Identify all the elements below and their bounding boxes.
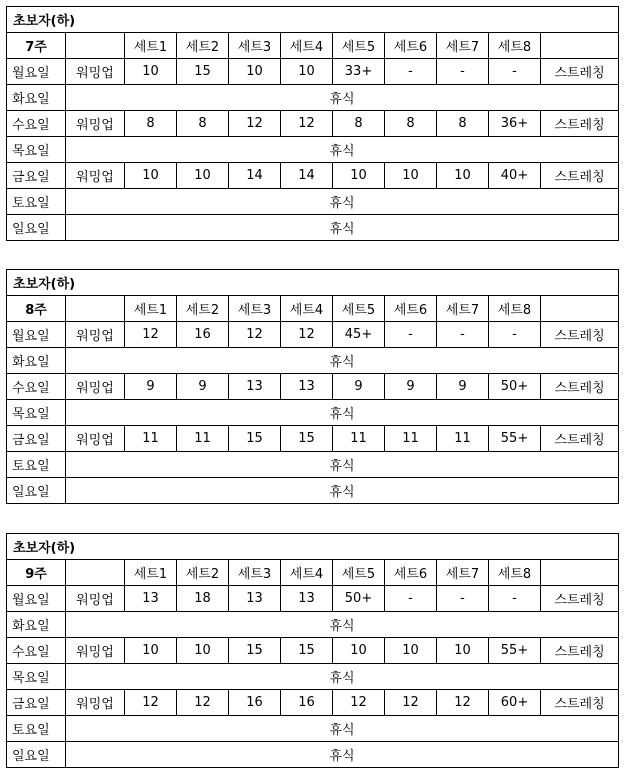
set-value: 14 bbox=[281, 163, 333, 189]
set-header: 세트5 bbox=[333, 296, 385, 322]
day-row bbox=[7, 716, 619, 742]
blank-cell bbox=[541, 33, 619, 59]
set-value: 10 bbox=[385, 638, 437, 664]
day-row bbox=[7, 163, 619, 189]
set-value: - bbox=[437, 59, 489, 85]
blank-cell bbox=[541, 560, 619, 586]
day-row bbox=[7, 664, 619, 690]
set-value: 10 bbox=[125, 638, 177, 664]
table-title: 초보자(하) bbox=[7, 7, 619, 33]
warmup-cell: 워밍업 bbox=[66, 586, 125, 612]
set-header: 세트8 bbox=[489, 560, 541, 586]
set-value: 36+ bbox=[489, 111, 541, 137]
day-row bbox=[7, 322, 619, 348]
set-value: 8 bbox=[177, 111, 229, 137]
warmup-cell: 워밍업 bbox=[66, 59, 125, 85]
warmup-cell: 워밍업 bbox=[66, 163, 125, 189]
day-label: 수요일 bbox=[7, 638, 66, 664]
set-header: 세트1 bbox=[125, 560, 177, 586]
day-row bbox=[7, 85, 619, 111]
day-label: 화요일 bbox=[7, 85, 66, 111]
set-header: 세트4 bbox=[281, 33, 333, 59]
set-header: 세트5 bbox=[333, 560, 385, 586]
set-header: 세트6 bbox=[385, 33, 437, 59]
set-header: 세트7 bbox=[437, 560, 489, 586]
warmup-cell: 워밍업 bbox=[66, 426, 125, 452]
stretch-cell: 스트레칭 bbox=[541, 111, 619, 137]
set-value: 9 bbox=[177, 374, 229, 400]
table-title: 초보자(하) bbox=[7, 534, 619, 560]
rest-cell: 휴식 bbox=[66, 664, 619, 690]
set-value: 10 bbox=[281, 59, 333, 85]
set-header: 세트8 bbox=[489, 33, 541, 59]
set-value: 12 bbox=[281, 111, 333, 137]
set-value: 12 bbox=[125, 690, 177, 716]
set-value: 9 bbox=[333, 374, 385, 400]
week-label: 7주 bbox=[7, 33, 66, 59]
set-header: 세트4 bbox=[281, 296, 333, 322]
set-value: - bbox=[437, 322, 489, 348]
set-value: 15 bbox=[177, 59, 229, 85]
day-label: 금요일 bbox=[7, 690, 66, 716]
set-value: 13 bbox=[229, 374, 281, 400]
warmup-cell: 워밍업 bbox=[66, 690, 125, 716]
set-value: 55+ bbox=[489, 426, 541, 452]
rest-cell: 휴식 bbox=[66, 137, 619, 163]
set-value: - bbox=[437, 586, 489, 612]
set-value: 8 bbox=[125, 111, 177, 137]
set-value: 40+ bbox=[489, 163, 541, 189]
rest-cell: 휴식 bbox=[66, 452, 619, 478]
rest-cell: 휴식 bbox=[66, 348, 619, 374]
day-label: 수요일 bbox=[7, 374, 66, 400]
rest-cell: 휴식 bbox=[66, 400, 619, 426]
day-label: 월요일 bbox=[7, 59, 66, 85]
set-header: 세트2 bbox=[177, 33, 229, 59]
day-label: 월요일 bbox=[7, 322, 66, 348]
day-label: 일요일 bbox=[7, 742, 66, 768]
set-value: 8 bbox=[385, 111, 437, 137]
header-row bbox=[7, 296, 619, 322]
week-table bbox=[6, 533, 619, 768]
rest-cell: 휴식 bbox=[66, 478, 619, 504]
table-title: 초보자(하) bbox=[7, 270, 619, 296]
day-row bbox=[7, 374, 619, 400]
stretch-cell: 스트레칭 bbox=[541, 586, 619, 612]
warmup-cell: 워밍업 bbox=[66, 638, 125, 664]
set-value: 8 bbox=[333, 111, 385, 137]
set-value: 12 bbox=[333, 690, 385, 716]
day-row bbox=[7, 189, 619, 215]
stretch-cell: 스트레칭 bbox=[541, 374, 619, 400]
set-value: 9 bbox=[385, 374, 437, 400]
set-value: 16 bbox=[229, 690, 281, 716]
set-value: 16 bbox=[281, 690, 333, 716]
set-value: 12 bbox=[177, 690, 229, 716]
day-label: 목요일 bbox=[7, 400, 66, 426]
set-value: 15 bbox=[229, 426, 281, 452]
set-value: - bbox=[489, 322, 541, 348]
set-value: 55+ bbox=[489, 638, 541, 664]
day-row bbox=[7, 215, 619, 241]
set-value: 13 bbox=[281, 586, 333, 612]
day-label: 금요일 bbox=[7, 426, 66, 452]
stretch-cell: 스트레칭 bbox=[541, 322, 619, 348]
set-value: 12 bbox=[229, 111, 281, 137]
set-header: 세트4 bbox=[281, 560, 333, 586]
stretch-cell: 스트레칭 bbox=[541, 690, 619, 716]
day-label: 화요일 bbox=[7, 612, 66, 638]
stretch-cell: 스트레칭 bbox=[541, 638, 619, 664]
set-header: 세트2 bbox=[177, 560, 229, 586]
day-row bbox=[7, 348, 619, 374]
set-value: 50+ bbox=[489, 374, 541, 400]
set-value: 16 bbox=[177, 322, 229, 348]
day-row bbox=[7, 400, 619, 426]
day-row bbox=[7, 111, 619, 137]
week-table bbox=[6, 6, 619, 241]
set-value: 12 bbox=[437, 690, 489, 716]
day-row bbox=[7, 586, 619, 612]
day-label: 목요일 bbox=[7, 137, 66, 163]
rest-cell: 휴식 bbox=[66, 716, 619, 742]
week-label: 9주 bbox=[7, 560, 66, 586]
set-value: - bbox=[489, 586, 541, 612]
set-value: 18 bbox=[177, 586, 229, 612]
set-value: 13 bbox=[229, 586, 281, 612]
set-value: 13 bbox=[125, 586, 177, 612]
set-value: 15 bbox=[281, 426, 333, 452]
set-value: 50+ bbox=[333, 586, 385, 612]
set-header: 세트1 bbox=[125, 296, 177, 322]
week-table bbox=[6, 269, 619, 504]
set-value: 12 bbox=[385, 690, 437, 716]
day-row bbox=[7, 59, 619, 85]
set-value: 10 bbox=[177, 638, 229, 664]
day-row bbox=[7, 638, 619, 664]
set-value: 33+ bbox=[333, 59, 385, 85]
rest-cell: 휴식 bbox=[66, 85, 619, 111]
set-header: 세트1 bbox=[125, 33, 177, 59]
set-header: 세트3 bbox=[229, 560, 281, 586]
day-label: 월요일 bbox=[7, 586, 66, 612]
set-header: 세트3 bbox=[229, 33, 281, 59]
set-value: 10 bbox=[437, 638, 489, 664]
warmup-cell: 워밍업 bbox=[66, 374, 125, 400]
warmup-cell: 워밍업 bbox=[66, 111, 125, 137]
week-label: 8주 bbox=[7, 296, 66, 322]
blank-cell bbox=[66, 296, 125, 322]
set-value: 10 bbox=[125, 163, 177, 189]
set-value: 11 bbox=[385, 426, 437, 452]
header-row bbox=[7, 560, 619, 586]
set-value: 14 bbox=[229, 163, 281, 189]
set-value: - bbox=[489, 59, 541, 85]
blank-cell bbox=[541, 296, 619, 322]
day-label: 수요일 bbox=[7, 111, 66, 137]
day-row bbox=[7, 426, 619, 452]
rest-cell: 휴식 bbox=[66, 742, 619, 768]
set-value: - bbox=[385, 322, 437, 348]
stretch-cell: 스트레칭 bbox=[541, 163, 619, 189]
set-value: 12 bbox=[125, 322, 177, 348]
set-value: 10 bbox=[125, 59, 177, 85]
set-value: 10 bbox=[229, 59, 281, 85]
day-label: 토요일 bbox=[7, 452, 66, 478]
day-row bbox=[7, 137, 619, 163]
set-value: 10 bbox=[385, 163, 437, 189]
day-label: 목요일 bbox=[7, 664, 66, 690]
set-value: 10 bbox=[437, 163, 489, 189]
set-value: 10 bbox=[177, 163, 229, 189]
day-label: 토요일 bbox=[7, 189, 66, 215]
set-value: 15 bbox=[229, 638, 281, 664]
set-value: 60+ bbox=[489, 690, 541, 716]
set-header: 세트6 bbox=[385, 560, 437, 586]
set-value: 10 bbox=[333, 638, 385, 664]
set-value: 9 bbox=[437, 374, 489, 400]
set-header: 세트2 bbox=[177, 296, 229, 322]
title-row bbox=[7, 534, 619, 560]
day-label: 화요일 bbox=[7, 348, 66, 374]
set-header: 세트8 bbox=[489, 296, 541, 322]
header-row bbox=[7, 33, 619, 59]
set-value: 10 bbox=[333, 163, 385, 189]
day-row bbox=[7, 452, 619, 478]
set-value: 11 bbox=[333, 426, 385, 452]
day-row bbox=[7, 478, 619, 504]
rest-cell: 휴식 bbox=[66, 189, 619, 215]
blank-cell bbox=[66, 560, 125, 586]
set-value: - bbox=[385, 59, 437, 85]
set-header: 세트6 bbox=[385, 296, 437, 322]
set-header: 세트7 bbox=[437, 33, 489, 59]
blank-cell bbox=[66, 33, 125, 59]
day-label: 토요일 bbox=[7, 716, 66, 742]
set-value: 8 bbox=[437, 111, 489, 137]
set-header: 세트7 bbox=[437, 296, 489, 322]
title-row bbox=[7, 7, 619, 33]
rest-cell: 휴식 bbox=[66, 215, 619, 241]
day-label: 일요일 bbox=[7, 478, 66, 504]
rest-cell: 휴식 bbox=[66, 612, 619, 638]
day-row bbox=[7, 612, 619, 638]
day-row bbox=[7, 690, 619, 716]
day-label: 일요일 bbox=[7, 215, 66, 241]
set-value: 11 bbox=[125, 426, 177, 452]
set-value: - bbox=[385, 586, 437, 612]
set-value: 45+ bbox=[333, 322, 385, 348]
set-value: 13 bbox=[281, 374, 333, 400]
title-row bbox=[7, 270, 619, 296]
day-label: 금요일 bbox=[7, 163, 66, 189]
set-value: 11 bbox=[177, 426, 229, 452]
set-value: 12 bbox=[281, 322, 333, 348]
set-value: 9 bbox=[125, 374, 177, 400]
stretch-cell: 스트레칭 bbox=[541, 59, 619, 85]
day-row bbox=[7, 742, 619, 768]
stretch-cell: 스트레칭 bbox=[541, 426, 619, 452]
set-value: 11 bbox=[437, 426, 489, 452]
set-header: 세트5 bbox=[333, 33, 385, 59]
set-header: 세트3 bbox=[229, 296, 281, 322]
set-value: 12 bbox=[229, 322, 281, 348]
set-value: 15 bbox=[281, 638, 333, 664]
warmup-cell: 워밍업 bbox=[66, 322, 125, 348]
